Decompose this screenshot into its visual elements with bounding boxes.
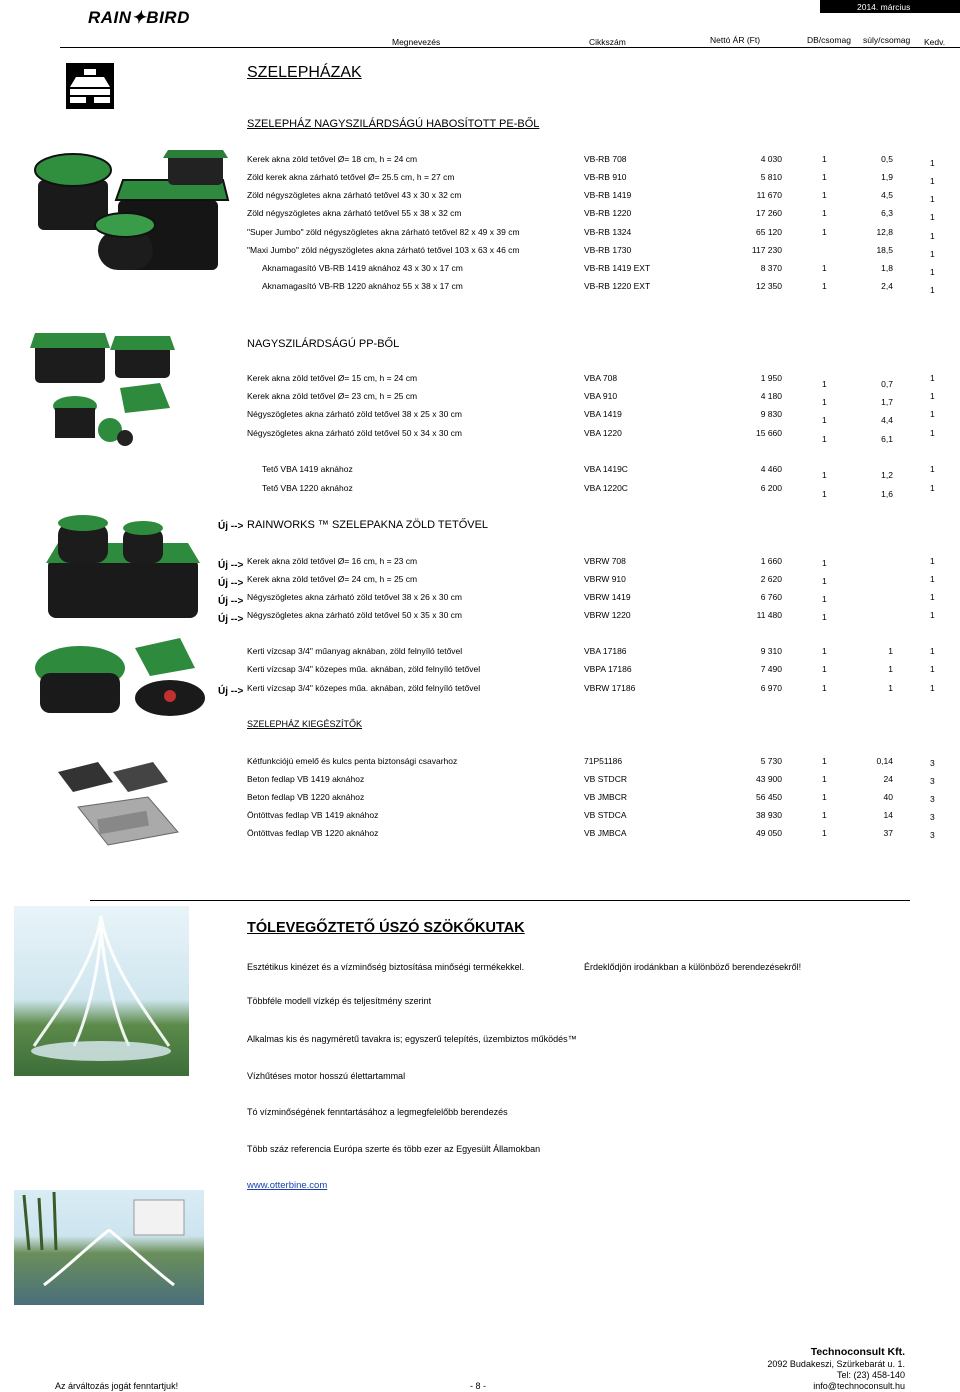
row-price: 43 900 bbox=[756, 774, 782, 784]
row-name: Tető VBA 1220 aknához bbox=[262, 483, 353, 493]
row-db: 1 bbox=[822, 434, 827, 444]
row-price: 4 180 bbox=[760, 391, 782, 401]
row-code: VB-RB 910 bbox=[584, 172, 627, 182]
row-kedv: 1 bbox=[930, 556, 935, 566]
row-db: 1 bbox=[822, 612, 827, 622]
row-weight: 0,7 bbox=[881, 379, 893, 389]
cover-lid-image bbox=[38, 757, 198, 852]
fountain-bullet-3: Vízhűtéses motor hosszú élettartammal bbox=[247, 1071, 406, 1081]
row-kedv: 3 bbox=[930, 758, 935, 768]
row-name: Aknamagasító VB-RB 1220 aknához 55 x 38 x 17 cm bbox=[262, 281, 463, 291]
rainbird-logo bbox=[88, 8, 190, 28]
row-price: 8 370 bbox=[760, 263, 782, 273]
row-kedv: 1 bbox=[930, 464, 935, 474]
row-price: 7 490 bbox=[760, 664, 782, 674]
row-weight: 1,2 bbox=[881, 470, 893, 480]
row-name: Öntöttvas fedlap VB 1419 aknához bbox=[247, 810, 379, 820]
row-name: Beton fedlap VB 1220 aknához bbox=[247, 792, 365, 802]
row-db: 1 bbox=[822, 379, 827, 389]
row-price: 6 970 bbox=[760, 683, 782, 693]
row-kedv: 1 bbox=[930, 391, 935, 401]
row-db: 1 bbox=[822, 828, 827, 838]
row-weight: 37 bbox=[883, 828, 893, 838]
row-weight: 1 bbox=[888, 683, 893, 693]
row-code: VBRW 708 bbox=[584, 556, 626, 566]
col-header-name: Megnevezés bbox=[392, 37, 441, 47]
col-header-code: Cikkszám bbox=[589, 37, 626, 47]
row-name: Tető VBA 1419 aknához bbox=[262, 464, 353, 474]
row-code: VBA 1220 bbox=[584, 428, 622, 438]
footer-disclaimer: Az árváltozás jogát fenntartjuk! bbox=[55, 1381, 179, 1391]
fountain-bullet-4: Tó vízminőségének fenntartásához a legmegfelelőbb berendezés bbox=[247, 1107, 508, 1117]
row-name: Kerek akna zöld tetővel Ø= 23 cm, h = 25 cm bbox=[247, 391, 418, 401]
row-price: 2 620 bbox=[760, 574, 782, 584]
sec2-title: NAGYSZILÁRDSÁGÚ PP-BŐL bbox=[247, 338, 400, 350]
col-header-price: Nettó ÁR (Ft) bbox=[710, 35, 761, 45]
row-kedv: 1 bbox=[930, 212, 935, 222]
row-kedv: 1 bbox=[930, 683, 935, 693]
company-tel: Tel: (23) 458-140 bbox=[836, 1370, 905, 1380]
fountain-title: TÓLEVEGŐZTETŐ ÚSZÓ SZÖKŐKUTAK bbox=[247, 920, 525, 936]
date-label: 2014. március bbox=[857, 2, 911, 12]
row-weight: 1,7 bbox=[881, 397, 893, 407]
row-weight: 14 bbox=[883, 810, 893, 820]
row-code: VB-RB 1324 bbox=[584, 227, 632, 237]
row-db: 1 bbox=[822, 594, 827, 604]
row-code: VB-RB 1220 bbox=[584, 208, 632, 218]
row-price: 4 030 bbox=[760, 154, 782, 164]
row-kedv: 1 bbox=[930, 267, 935, 277]
row-price: 38 930 bbox=[756, 810, 782, 820]
row-db: 1 bbox=[822, 397, 827, 407]
row-name: Aknamagasító VB-RB 1419 aknához 43 x 30 x 17 cm bbox=[262, 263, 463, 273]
row-name: Négyszögletes akna zárható zöld tetővel 50 x 35 x 30 cm bbox=[247, 610, 462, 620]
row-price: 6 760 bbox=[760, 592, 782, 602]
row-name: Kerek akna zöld tetővel Ø= 16 cm, h = 23 cm bbox=[247, 556, 418, 566]
row-code: VB-RB 1730 bbox=[584, 245, 632, 255]
fountain-bullet-5: Több száz referencia Európa szerte és több ezer az Egyesült Államokban bbox=[247, 1144, 541, 1154]
row-price: 11 480 bbox=[756, 610, 782, 620]
row-weight: 0,5 bbox=[881, 154, 893, 164]
row-db: 1 bbox=[822, 263, 827, 273]
row-kedv: 1 bbox=[930, 249, 935, 259]
new-marker-tap: Új --> bbox=[218, 686, 244, 697]
row-kedv: 1 bbox=[930, 664, 935, 674]
fountain-line1b: Érdeklődjön irodánkban a különböző berendezésekről! bbox=[584, 962, 802, 972]
row-price: 1 660 bbox=[760, 556, 782, 566]
row-name: Zöld négyszögletes akna zárható tetővel 55 x 38 x 32 cm bbox=[247, 208, 462, 218]
fountain-line1: Esztétikus kinézet és a vízminőség biztosítása minőségi termékekkel. bbox=[247, 962, 525, 972]
row-weight: 2,4 bbox=[881, 281, 893, 291]
row-name: "Maxi Jumbo" zöld négyszögletes akna zárható tetővel 103 x 63 x 46 cm bbox=[247, 245, 520, 255]
row-code: VBRW 17186 bbox=[584, 683, 636, 693]
row-price: 12 350 bbox=[756, 281, 782, 291]
row-kedv: 1 bbox=[930, 176, 935, 186]
row-weight: 1,9 bbox=[881, 172, 893, 182]
row-kedv: 1 bbox=[930, 574, 935, 584]
row-name: Zöld négyszögletes akna zárható tetővel 43 x 30 x 32 cm bbox=[247, 190, 462, 200]
pe-valve-box-image bbox=[28, 140, 238, 280]
sec4-title: SZELEPHÁZ KIEGÉSZÍTŐK bbox=[247, 719, 363, 729]
row-weight: 18,5 bbox=[876, 245, 893, 255]
row-db: 1 bbox=[822, 792, 827, 802]
row-kedv: 1 bbox=[930, 231, 935, 241]
row-name: Kerti vízcsap 3/4" közepes műa. aknában, zöld felnyíló tetővel bbox=[247, 664, 481, 674]
row-kedv: 1 bbox=[930, 610, 935, 620]
row-db: 1 bbox=[822, 774, 827, 784]
row-weight: 1,6 bbox=[881, 489, 893, 499]
row-price: 117 230 bbox=[751, 245, 782, 255]
row-code: VB JMBCR bbox=[584, 792, 627, 802]
company-address: 2092 Budakeszi, Szürkebarát u. 1. bbox=[767, 1359, 905, 1369]
row-name: Kerek akna zöld tetővel Ø= 24 cm, h = 25 cm bbox=[247, 574, 418, 584]
new-marker-row: Új --> bbox=[218, 596, 244, 607]
row-price: 17 260 bbox=[756, 208, 782, 218]
row-code: VBA 1220C bbox=[584, 483, 628, 493]
row-weight: 6,3 bbox=[881, 208, 893, 218]
company-name: Technoconsult Kft. bbox=[810, 1346, 905, 1358]
company-email: info@technoconsult.hu bbox=[813, 1381, 905, 1391]
page-number: - 8 - bbox=[470, 1381, 487, 1391]
main-title: SZELEPHÁZAK bbox=[247, 64, 362, 81]
row-code: VBRW 1419 bbox=[584, 592, 631, 602]
row-price: 49 050 bbox=[756, 828, 782, 838]
section-divider bbox=[90, 900, 910, 901]
row-weight: 24 bbox=[883, 774, 893, 784]
row-weight: 40 bbox=[883, 792, 893, 802]
new-marker-row: Új --> bbox=[218, 560, 244, 571]
row-price: 15 660 bbox=[756, 428, 782, 438]
row-code: VBPA 17186 bbox=[584, 664, 632, 674]
row-db: 1 bbox=[822, 470, 827, 480]
row-name: Négyszögletes akna zárható zöld tetővel 38 x 25 x 30 cm bbox=[247, 409, 462, 419]
row-kedv: 1 bbox=[930, 483, 935, 493]
row-kedv: 1 bbox=[930, 592, 935, 602]
fountain-bullet-2: Alkalmas kis és nagyméretű tavakra is; egyszerű telepítés, üzembiztos működés™ bbox=[247, 1034, 577, 1044]
row-kedv: 1 bbox=[930, 646, 935, 656]
row-db: 1 bbox=[822, 756, 827, 766]
row-db: 1 bbox=[822, 558, 827, 568]
row-name: Öntöttvas fedlap VB 1220 aknához bbox=[247, 828, 379, 838]
valve-box-icon bbox=[66, 63, 114, 109]
row-code: VBRW 910 bbox=[584, 574, 626, 584]
row-kedv: 1 bbox=[930, 373, 935, 383]
otterbine-link[interactable]: www.otterbine.com bbox=[247, 1180, 328, 1191]
row-kedv: 3 bbox=[930, 830, 935, 840]
row-weight: 6,1 bbox=[881, 434, 893, 444]
row-name: Zöld kerek akna zárható tetővel Ø= 25.5 cm, h = 27 cm bbox=[247, 172, 455, 182]
row-weight: 12,8 bbox=[876, 227, 893, 237]
header-rule bbox=[60, 47, 960, 48]
row-db: 1 bbox=[822, 810, 827, 820]
row-db: 1 bbox=[822, 281, 827, 291]
row-kedv: 3 bbox=[930, 812, 935, 822]
row-name: Kerti vízcsap 3/4" közepes műa. aknában, zöld felnyíló tetővel bbox=[247, 683, 481, 693]
row-name: "Super Jumbo" zöld négyszögletes akna zárható tetővel 82 x 49 x 39 cm bbox=[247, 227, 520, 237]
new-marker-row: Új --> bbox=[218, 614, 244, 625]
row-weight: 4,5 bbox=[881, 190, 893, 200]
row-db: 1 bbox=[822, 576, 827, 586]
row-code: VB-RB 1419 bbox=[584, 190, 632, 200]
row-kedv: 1 bbox=[930, 428, 935, 438]
row-code: VBA 910 bbox=[584, 391, 618, 401]
fountain-image-1 bbox=[14, 906, 189, 1076]
col-header-weight: súly/csomag bbox=[863, 35, 911, 45]
row-name: Kerek akna zöld tetővel Ø= 15 cm, h = 24 cm bbox=[247, 373, 418, 383]
row-kedv: 1 bbox=[930, 158, 935, 168]
row-price: 9 310 bbox=[760, 646, 782, 656]
row-price: 56 450 bbox=[756, 792, 782, 802]
row-code: VB STDCA bbox=[584, 810, 627, 820]
fountain-image-2 bbox=[14, 1190, 204, 1305]
row-kedv: 1 bbox=[930, 409, 935, 419]
row-price: 11 670 bbox=[756, 190, 782, 200]
new-marker: Új --> bbox=[218, 521, 244, 532]
col-header-kedv: Kedv. bbox=[924, 37, 946, 47]
row-db: 1 bbox=[822, 664, 827, 674]
row-db: 1 bbox=[822, 646, 827, 656]
row-price: 1 950 bbox=[760, 373, 782, 383]
row-price: 6 200 bbox=[760, 483, 782, 493]
garden-tap-box-image bbox=[30, 628, 210, 728]
row-kedv: 1 bbox=[930, 194, 935, 204]
row-name: Négyszögletes akna zárható zöld tetővel 50 x 34 x 30 cm bbox=[247, 428, 462, 438]
row-code: VBRW 1220 bbox=[584, 610, 631, 620]
logo-text: RAIN✦BIRD bbox=[88, 8, 190, 27]
row-code: VB-RB 1419 EXT bbox=[584, 263, 651, 273]
row-code: 71P51186 bbox=[584, 756, 623, 766]
sec3-title: RAINWORKS ™ SZELEPAKNA ZÖLD TETŐVEL bbox=[247, 519, 489, 531]
row-code: VBA 17186 bbox=[584, 646, 627, 656]
pp-valve-box-image bbox=[30, 328, 180, 448]
row-code: VB-RB 1220 EXT bbox=[584, 281, 651, 291]
new-marker-row: Új --> bbox=[218, 578, 244, 589]
row-weight: 1 bbox=[888, 646, 893, 656]
row-db: 1 bbox=[822, 227, 827, 237]
row-db: 1 bbox=[822, 489, 827, 499]
row-name: Négyszögletes akna zárható zöld tetővel 38 x 26 x 30 cm bbox=[247, 592, 462, 602]
row-code: VBA 1419 bbox=[584, 409, 622, 419]
row-db: 1 bbox=[822, 208, 827, 218]
row-db: 1 bbox=[822, 190, 827, 200]
row-code: VB JMBCA bbox=[584, 828, 627, 838]
fountain-bullet-1: Többféle modell vízkép és teljesítmény szerint bbox=[247, 996, 432, 1006]
row-price: 4 460 bbox=[760, 464, 782, 474]
row-weight: 1 bbox=[888, 664, 893, 674]
rainworks-box-image bbox=[38, 508, 208, 623]
row-code: VBA 708 bbox=[584, 373, 618, 383]
row-price: 5 730 bbox=[760, 756, 782, 766]
row-price: 5 810 bbox=[760, 172, 782, 182]
row-price: 9 830 bbox=[760, 409, 782, 419]
row-kedv: 1 bbox=[930, 285, 935, 295]
row-kedv: 3 bbox=[930, 776, 935, 786]
row-name: Kerek akna zöld tetővel Ø= 18 cm, h = 24 cm bbox=[247, 154, 418, 164]
row-weight: 1,8 bbox=[881, 263, 893, 273]
row-kedv: 3 bbox=[930, 794, 935, 804]
row-db: 1 bbox=[822, 683, 827, 693]
row-code: VB STDCR bbox=[584, 774, 627, 784]
row-name: Kétfunkciójú emelő és kulcs penta biztonsági csavarhoz bbox=[247, 756, 458, 766]
row-code: VB-RB 708 bbox=[584, 154, 627, 164]
col-header-db: DB/csomag bbox=[807, 35, 851, 45]
row-weight: 0,14 bbox=[876, 756, 893, 766]
row-db: 1 bbox=[822, 154, 827, 164]
row-price: 65 120 bbox=[756, 227, 782, 237]
row-name: Beton fedlap VB 1419 aknához bbox=[247, 774, 365, 784]
row-code: VBA 1419C bbox=[584, 464, 628, 474]
row-weight: 4,4 bbox=[881, 415, 893, 425]
row-db: 1 bbox=[822, 415, 827, 425]
row-db: 1 bbox=[822, 172, 827, 182]
row-name: Kerti vízcsap 3/4" műanyag aknában, zöld felnyíló tetővel bbox=[247, 646, 463, 656]
sec1-title: SZELEPHÁZ NAGYSZILÁRDSÁGÚ HABOSÍTOTT PE-BŐL bbox=[247, 118, 540, 130]
